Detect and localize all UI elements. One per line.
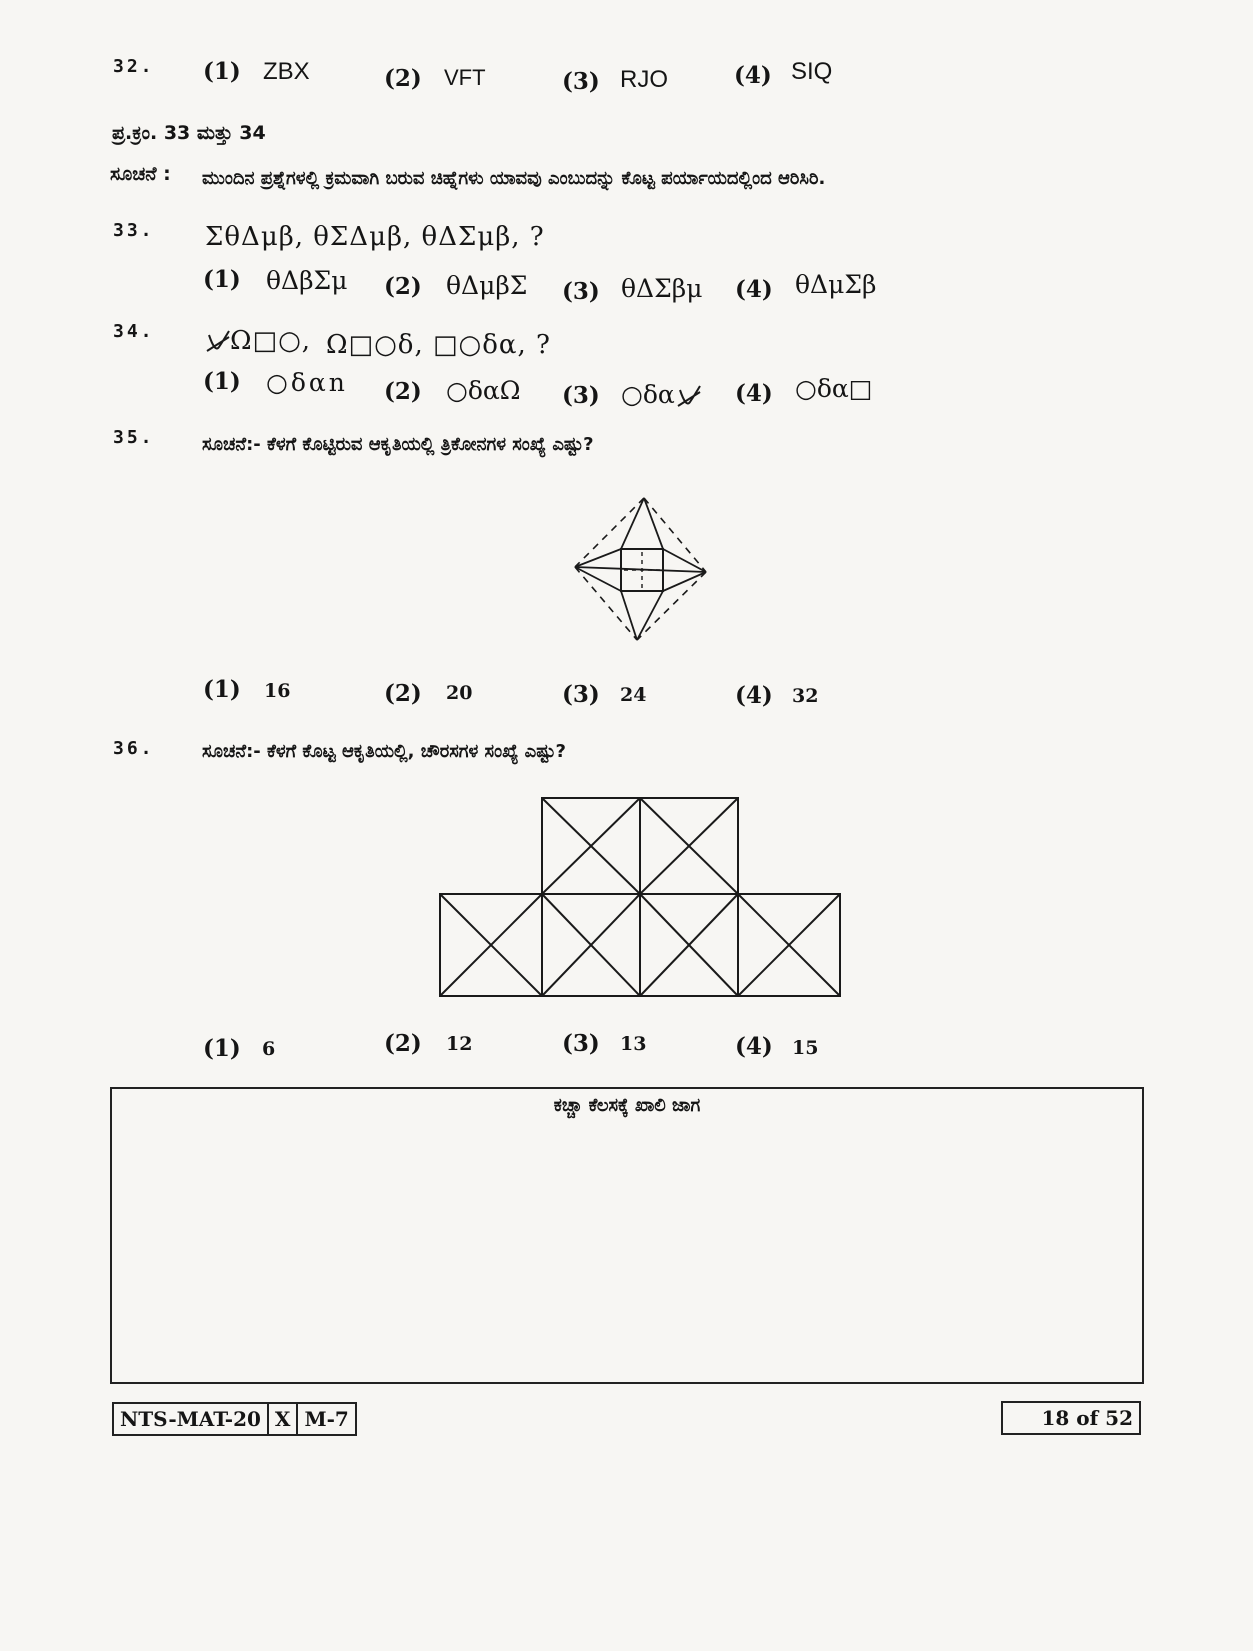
option-value: θΔμΣβ — [795, 270, 877, 299]
rough-work-box — [110, 1087, 1144, 1384]
option-number: (4) — [735, 276, 773, 303]
option-value: ○δαn — [266, 368, 348, 397]
option-value: ○δα□ — [795, 374, 873, 403]
option-number: (3) — [562, 68, 600, 95]
option-number: (2) — [384, 1030, 422, 1057]
option-value: 32 — [792, 685, 819, 707]
sequence: ΣθΔμβ, θΣΔμβ, θΔΣμβ, ? — [205, 222, 545, 252]
rough-work-label: ಕಚ್ಚಾ ಕೆಲಸಕ್ಕೆ ಖಾಲಿ ಜಾಗ — [553, 1095, 701, 1116]
option-number: (3) — [562, 278, 600, 305]
question-number: 33. — [113, 220, 155, 241]
page-number-box — [1001, 1401, 1141, 1435]
instruction-text: ಮುಂದಿನ ಪ್ರಶ್ನೆಗಳಲ್ಲಿ ಕ್ರಮವಾಗಿ ಬರುವ ಚಿಹ್ನೆಗಳು ಯಾವವು ಎಂಬುದನ್ನು ಕೊಟ್ಟ ಪರ್ಯಾಯದಲ್ಲಿಂದ ಆರಿಸಿರಿ. — [202, 168, 826, 189]
custom-symbol-icon — [205, 327, 231, 355]
question-number: 35. — [113, 427, 155, 448]
option-number: (2) — [384, 378, 422, 405]
option-value: 16 — [264, 680, 291, 702]
sequence-part-b: Ω□○δ, □○δα, ? — [326, 330, 551, 360]
option-value: 6 — [262, 1038, 276, 1060]
option-number: (4) — [734, 62, 772, 89]
footer-lang: X — [267, 1404, 297, 1434]
custom-symbol-icon — [676, 384, 702, 410]
option-value: VFT — [444, 65, 486, 90]
option-value: θΔβΣμ — [266, 266, 348, 295]
question-number: 32. — [113, 56, 155, 77]
option-value: 15 — [792, 1037, 819, 1059]
option-value: 12 — [446, 1033, 473, 1055]
page-number: 18 of 52 — [1041, 1406, 1133, 1430]
option-value: RJO — [620, 66, 668, 93]
footer-code: NTS-MAT-20 — [120, 1407, 261, 1431]
option-number: (2) — [384, 273, 422, 300]
option-value: ○δα — [621, 380, 675, 409]
footer-set: M-7 — [296, 1404, 354, 1434]
option-value: 24 — [620, 684, 647, 706]
option-value: ○δαΩ — [446, 376, 521, 405]
option-value: SIQ — [791, 58, 833, 85]
option-number: (4) — [735, 380, 773, 407]
option-number: (1) — [203, 676, 241, 703]
option-number: (3) — [562, 1030, 600, 1057]
option-number: (4) — [735, 1033, 773, 1060]
option-value: 20 — [446, 682, 473, 704]
group-heading: ಪ್ರ.ಕ್ರಂ. 33 ಮತ್ತು 34 — [112, 122, 266, 144]
option-number: (1) — [203, 266, 241, 293]
triangle-figure — [565, 492, 715, 647]
footer-code-box — [112, 1402, 357, 1436]
option-number: (2) — [384, 65, 422, 92]
option-number: (2) — [384, 680, 422, 707]
instruction-label: ಸೂಚನೆ : — [110, 163, 171, 185]
question-text: ಸೂಚನೆ:- ಕೆಳಗೆ ಕೊಟ್ಟ ಆಕೃತಿಯಲ್ಲಿ, ಚೌರಸಗಳ ಸಂಖ್ಯೆ ಎಷ್ಟು? — [202, 741, 566, 762]
question-number: 36. — [113, 738, 155, 759]
option-value: θΔΣβμ — [621, 274, 703, 303]
sequence-part-a: Ω□○, — [230, 326, 312, 356]
option-number: (4) — [735, 682, 773, 709]
option-number: (3) — [562, 382, 600, 409]
question-text: ಸೂಚನೆ:- ಕೆಳಗೆ ಕೊಟ್ಟಿರುವ ಆಕೃತಿಯಲ್ಲಿ ತ್ರಿಕೋನಗಳ ಸಂಖ್ಯೆ ಎಷ್ಟು? — [202, 434, 594, 455]
option-value: ZBX — [263, 58, 310, 85]
option-number: (1) — [203, 368, 241, 395]
option-number: (1) — [203, 1035, 241, 1062]
option-number: (1) — [203, 58, 241, 85]
question-number: 34. — [113, 321, 155, 342]
option-number: (3) — [562, 681, 600, 708]
option-value: 13 — [620, 1033, 647, 1055]
option-value: θΔμβΣ — [446, 271, 528, 300]
squares-figure — [436, 795, 846, 1001]
